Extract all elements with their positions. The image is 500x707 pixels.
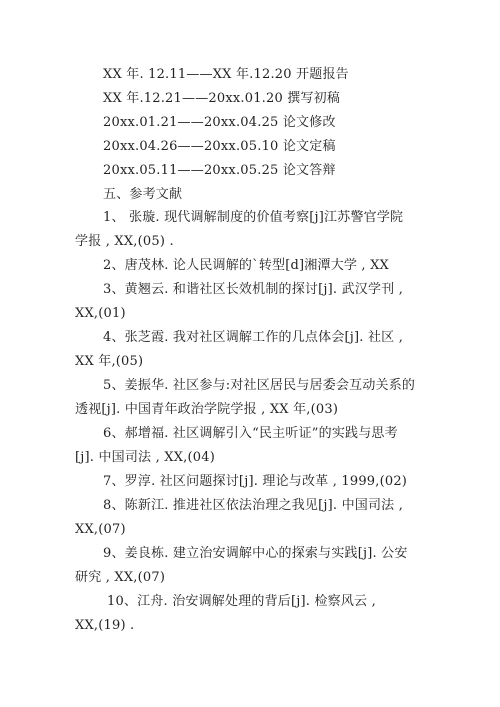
reference-line: XX,(07) [75,522,126,537]
reference-line: 5、姜振华. 社区参与:对社区居民与居委会互动关系的 [103,378,416,393]
reference-line: 学报 , XX,(05) . [75,234,174,249]
schedule-line: 20xx.04.26——20xx.05.10 论文定稿 [103,139,336,154]
reference-line: 7、罗淳. 社区问题探讨[j]. 理论与改革 , 1999,(02) [103,474,408,489]
reference-line: 8、陈新江. 推进社区依法治理之我见[j]. 中国司法 , [103,498,404,513]
reference-line: XX,(19) . [75,618,135,633]
reference-line: [j]. 中国司法 , XX,(04) [75,450,215,465]
section-heading: 五、参考文献 [103,187,183,202]
reference-line: 研究 , XX,(07) [75,570,166,585]
reference-line: 2、唐茂林. 论人民调解的`转型[d]湘潭大学 , XX [103,258,390,273]
reference-line: 10、江舟. 治安调解处理的背后[j]. 检察风云 , [107,594,376,609]
reference-line: XX,(01) [75,306,126,321]
reference-line: 4、张芝霞. 我对社区调解工作的几点体会[j]. 社区 , [103,330,404,345]
reference-line: XX 年,(05) [75,354,144,369]
schedule-line: XX 年.12.21——20xx.01.20 撰写初稿 [103,91,341,106]
schedule-line: XX 年. 12.11——XX 年.12.20 开题报告 [103,67,349,82]
reference-line: 透视[j]. 中国青年政治学院学报 , XX 年,(03) [75,402,339,417]
reference-line: 6、郝增福. 社区调解引入“民主听证”的实践与思考 [103,426,398,441]
schedule-line: 20xx.05.11——20xx.05.25 论文答辩 [103,163,336,178]
schedule-line: 20xx.01.21——20xx.04.25 论文修改 [103,115,336,130]
reference-line: 9、姜良栋. 建立治安调解中心的探索与实践[j]. 公安 [103,546,408,561]
reference-line: 1、 张璇. 现代调解制度的价值考察[j]江苏警官学院 [103,210,404,225]
reference-line: 3、黄翘云. 和谐社区长效机制的探讨[j]. 武汉学刊 , [103,282,404,297]
